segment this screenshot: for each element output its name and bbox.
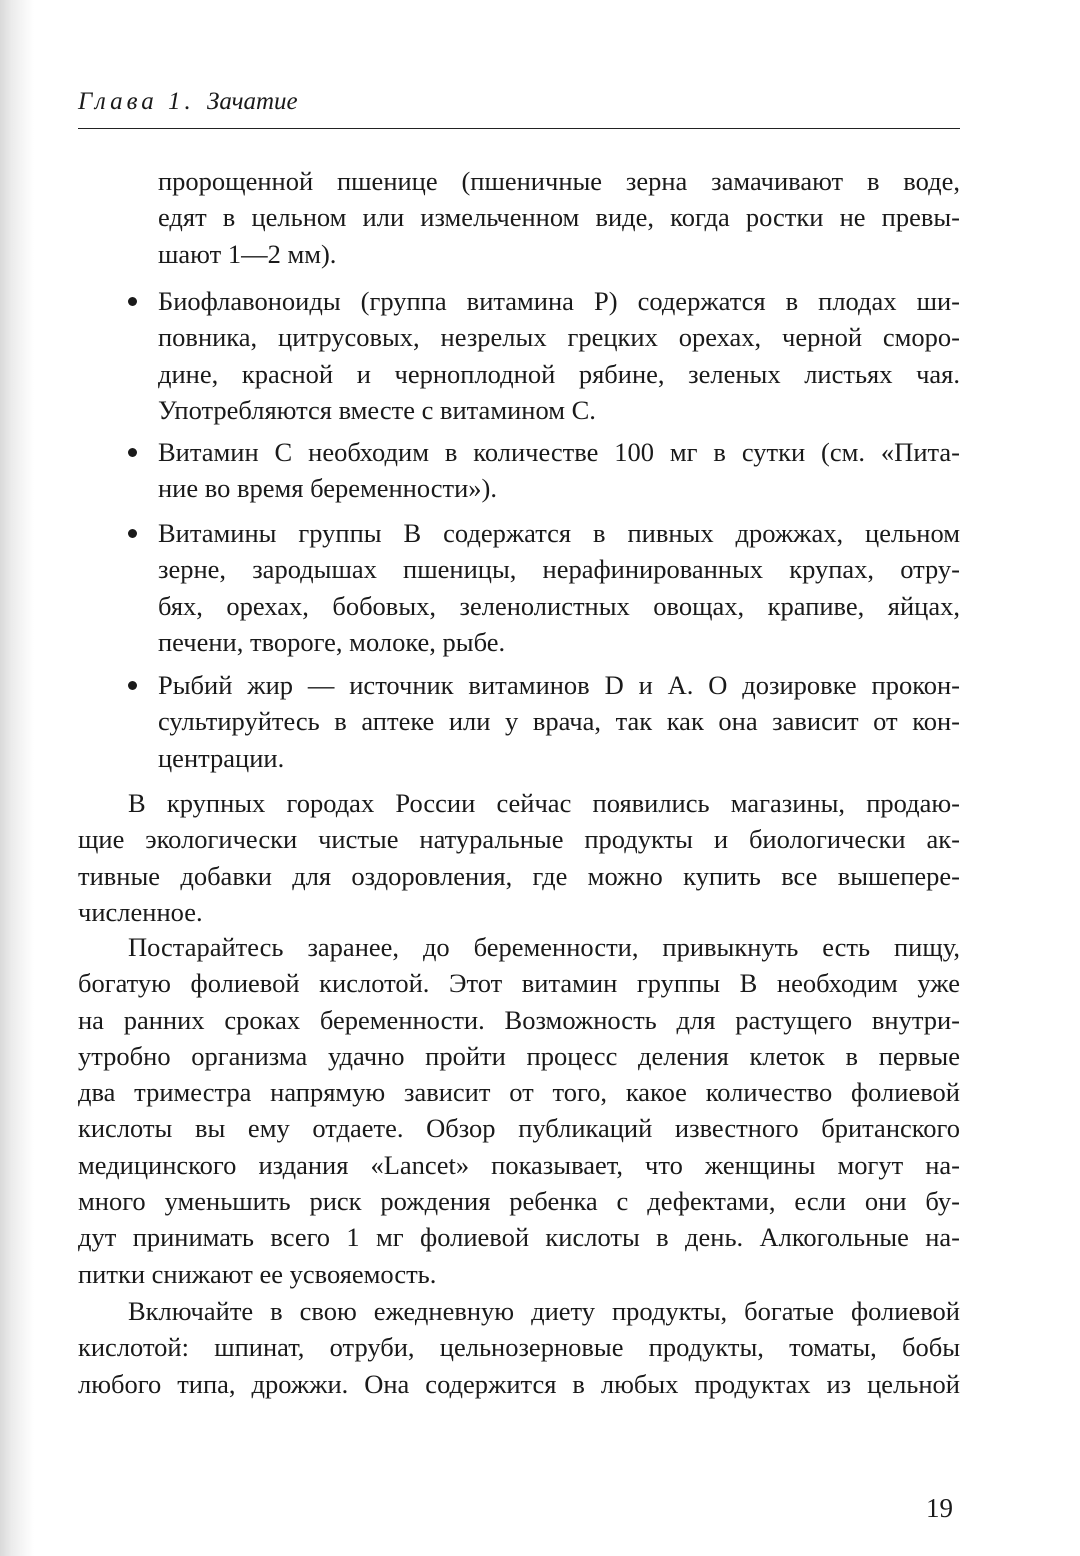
text-line: пророщенной пшенице (пшеничные зерна замачивают в воде, [158,166,960,196]
text-line: Витамин С необходим в количестве 100 мг в сутки (см. «Пита- [158,437,960,467]
text-line: любого типа, дрожжи. Она содержится в любых продуктах из цельной [78,1368,960,1399]
text-line: дут принимать всего 1 мг фолиевой кислоты в день. Алкогольные на- [78,1222,960,1253]
text-line: кислоты вы ему отдаете. Обзор публикаций известного британского [78,1113,960,1144]
running-header [78,88,960,116]
chapter-label: Глава 1. [78,88,195,115]
text-line: центрации. [158,742,285,773]
bullet-marker [128,681,137,690]
bullet-item [158,434,960,507]
paragraph [78,1293,960,1402]
bullet-item [158,667,960,776]
text-line: Биофлавоноиды (группа витамина Р) содержатся в плодах ши- [158,286,960,316]
text-line: два триместра напрямую зависит от того, какое количество фолиевой [78,1077,960,1108]
page-number: 19 [926,1493,953,1523]
bullet-marker [128,448,137,457]
bullet-item [158,283,960,428]
text-line: щие экологически чистые натуральные продукты и биологически ак- [78,824,960,855]
header-rule [78,128,960,129]
text-line: кислотой: шпинат, отруби, цельнозерновые продукты, томаты, бобы [78,1332,960,1363]
text-line: шают 1—2 мм). [158,238,337,269]
text-line: Витамины группы В содержатся в пивных дрожжах, цельном [158,518,960,548]
text-line: много уменьшить риск рождения ребенка с дефектами, если они бу- [78,1186,960,1217]
text-line: Употребляются вместе с витамином С. [158,394,596,425]
text-line: В крупных городах России сейчас появились магазины, продаю- [128,788,960,818]
text-line: Рыбий жир — источник витаминов D и А. О дозировке прокон- [158,670,960,700]
continued-list-item [158,163,960,272]
text-line: тивные добавки для оздоровления, где можно купить все вышепере- [78,860,960,891]
text-line: сультируйтесь в аптеке или у врача, так как она зависит от кон- [158,706,960,737]
bullet-item [158,515,960,660]
text-line: численное. [78,896,203,927]
text-line: на ранних сроках беременности. Возможность для растущего внутри- [78,1004,960,1035]
text-line: медицинского издания «Lancet» показывает, что женщины могут на- [78,1149,960,1180]
text-line: едят в цельном или измельченном виде, когда ростки не превы- [158,202,960,233]
text-line: печени, твороге, молоке, рыбе. [158,626,506,657]
chapter-title: Зачатие [207,88,298,115]
bullet-marker [128,529,137,538]
text-line: зерне, зародышах пшеницы, нерафинированных крупах, отру- [158,554,960,585]
text-line: ние во время беременности»). [158,473,498,504]
page-edge-shadow [0,0,34,1556]
text-line: Включайте в свою ежедневную диету продукты, богатые фолиевой [128,1296,960,1326]
paragraph [78,929,960,1292]
text-line: Постарайтесь заранее, до беременности, привыкнуть есть пищу, [128,932,960,962]
text-line: богатую фолиевой кислотой. Этот витамин группы В необходим уже [78,968,960,999]
text-line: повника, цитрусовых, незрелых грецких орехах, черной сморо- [158,322,960,353]
text-line: питки снижают ее усвояемость. [78,1258,437,1289]
paragraph [78,785,960,930]
bullet-marker [128,297,137,306]
text-line: дине, красной и черноплодной рябине, зеленых листьях чая. [158,358,960,389]
text-line: бях, орехах, бобовых, зеленолистных овощах, крапиве, яйцах, [158,590,960,621]
text-line: утробно организма удачно пройти процесс деления клеток в первые [78,1040,960,1071]
